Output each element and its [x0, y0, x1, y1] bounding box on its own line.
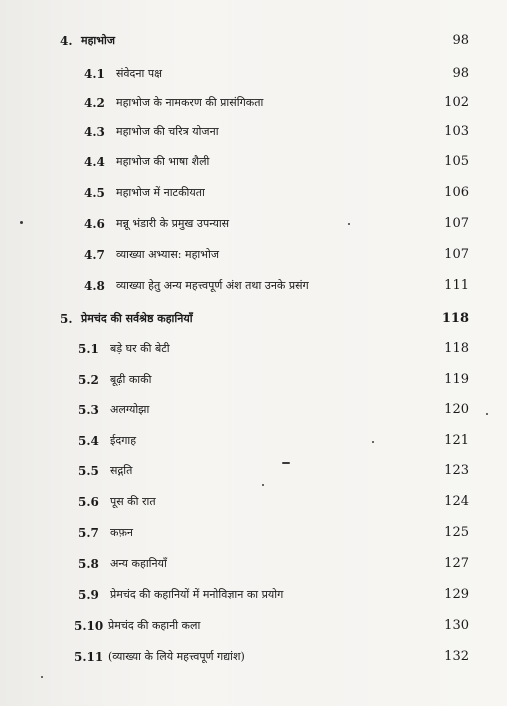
toc-section-entry	[0, 183, 507, 207]
chapter-title: महाभोज	[81, 34, 116, 47]
section-number: 5.11	[74, 650, 104, 664]
section-number: 5.8	[78, 557, 99, 571]
section-number: 5.7	[78, 526, 99, 540]
toc-section-entry	[0, 554, 507, 578]
page-number: 98	[452, 33, 469, 48]
toc-section-entry	[0, 370, 507, 394]
page-number: 121	[444, 433, 469, 448]
toc-section-entry	[0, 523, 507, 547]
toc-section-entry	[0, 647, 507, 671]
section-title: ईदगाह	[110, 434, 137, 447]
toc-section-entry	[0, 214, 507, 238]
section-title: अन्य कहानियाँ	[110, 557, 167, 570]
page-number: 129	[444, 587, 469, 602]
chapter-number: 4.	[60, 34, 73, 48]
toc-section-entry	[0, 616, 507, 640]
section-number: 4.1	[84, 67, 105, 81]
section-number: 4.6	[84, 217, 105, 231]
section-title: मन्नू भंडारी के प्रमुख उपन्यास	[116, 217, 230, 230]
toc-section-entry	[0, 492, 507, 516]
section-title: कफ़न	[110, 526, 134, 539]
toc-section-entry	[0, 152, 507, 176]
page-number: 105	[444, 154, 469, 169]
page-number: 124	[444, 494, 469, 509]
page-number: 107	[444, 216, 469, 231]
section-title: (व्याख्या के लिये महत्त्वपूर्ण गद्यांश)	[108, 650, 245, 663]
section-number: 5.1	[78, 342, 99, 356]
page-number: 111	[444, 278, 469, 293]
section-title: व्याख्या हेतु अन्य महत्त्वपूर्ण अंश तथा उनके प्रसंग	[116, 279, 309, 292]
section-number: 5.4	[78, 434, 99, 448]
chapter-4-entry	[0, 31, 507, 55]
toc-section-entry	[0, 585, 507, 609]
section-number: 4.3	[84, 125, 105, 139]
section-number: 4.8	[84, 279, 105, 293]
toc-section-entry	[0, 64, 507, 88]
page-number: 123	[444, 463, 469, 478]
page-number: 132	[444, 649, 469, 664]
toc-section-entry	[0, 431, 507, 455]
section-title: महाभोज में नाटकीयता	[116, 186, 205, 199]
page-number: 127	[444, 556, 469, 571]
toc-section-entry	[0, 400, 507, 424]
page-number: 98	[452, 66, 469, 81]
section-number: 4.4	[84, 155, 105, 169]
section-title: अलग्योझा	[110, 403, 150, 416]
section-title: महाभोज की भाषा शैली	[116, 155, 210, 168]
section-title: महाभोज के नामकरण की प्रासंगिकता	[116, 96, 264, 109]
page-number: 102	[444, 95, 469, 110]
toc-section-entry	[0, 122, 507, 146]
section-number: 5.10	[74, 619, 104, 633]
chapter-title: प्रेमचंद की सर्वश्रेष्ठ कहानियाँ	[81, 312, 193, 325]
section-title: बड़े घर की बेटी	[110, 342, 170, 355]
section-title: सद्गति	[110, 464, 133, 477]
section-number: 5.3	[78, 403, 99, 417]
section-number: 4.7	[84, 248, 105, 262]
section-title: महाभोज की चरित्र योजना	[116, 125, 219, 138]
section-title: प्रेमचंद की कहानी कला	[108, 619, 201, 632]
section-number: 5.2	[78, 373, 99, 387]
page-number: 125	[444, 525, 469, 540]
section-title: पूस की रात	[110, 495, 156, 508]
page-number: 120	[444, 402, 469, 417]
section-number: 5.6	[78, 495, 99, 509]
section-title: व्याख्या अभ्यास: महाभोज	[116, 248, 220, 261]
page-number: 118	[444, 341, 469, 356]
chapter-number: 5.	[60, 312, 73, 326]
page-number: 119	[444, 372, 469, 387]
chapter-5-entry	[0, 309, 507, 333]
toc-section-entry	[0, 339, 507, 363]
page-number: 106	[444, 185, 469, 200]
section-title: बूढ़ी काकी	[110, 373, 152, 386]
page-number: 118	[441, 311, 469, 326]
section-title: संवेदना पक्ष	[116, 67, 162, 80]
page-number: 103	[444, 124, 469, 139]
page-number: 130	[444, 618, 469, 633]
scan-speckle	[41, 676, 43, 678]
toc-section-entry	[0, 245, 507, 269]
section-number: 5.9	[78, 588, 99, 602]
section-number: 5.5	[78, 464, 99, 478]
section-number: 4.5	[84, 186, 105, 200]
section-number: 4.2	[84, 96, 105, 110]
section-title: प्रेमचंद की कहानियों में मनोविज्ञान का प्रयोग	[110, 588, 284, 601]
toc-section-entry	[0, 461, 507, 485]
toc-section-entry	[0, 93, 507, 117]
page-number: 107	[444, 247, 469, 262]
toc-section-entry	[0, 276, 507, 300]
